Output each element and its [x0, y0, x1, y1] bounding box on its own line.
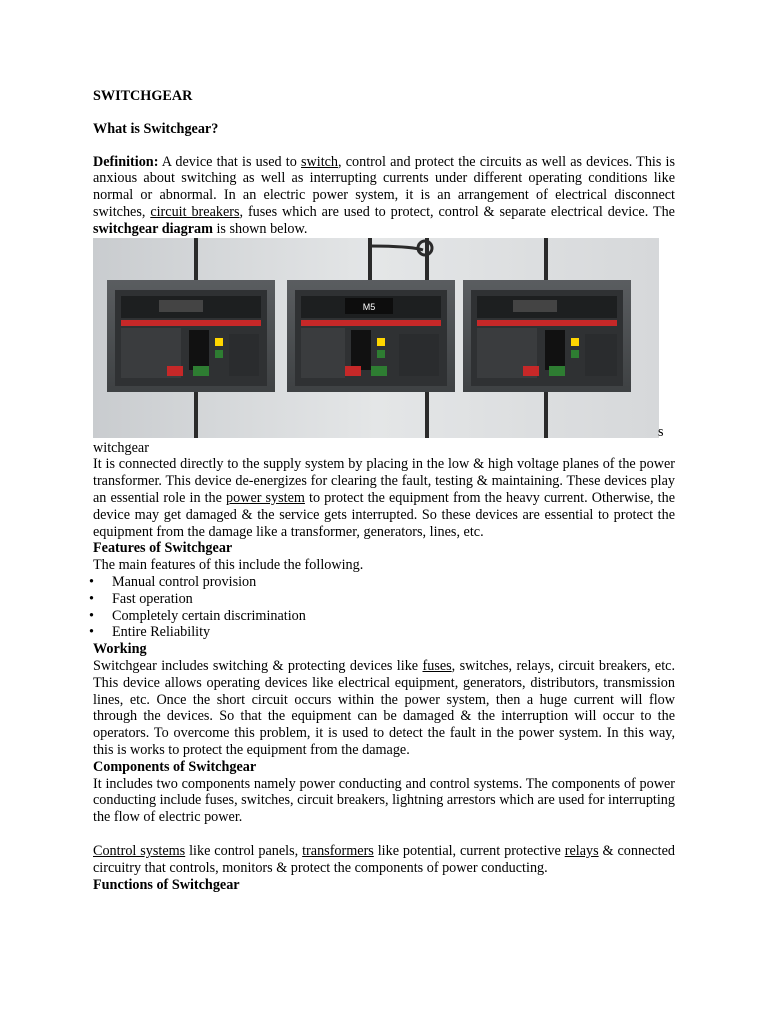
link-switch[interactable]: switch — [300, 153, 339, 170]
question-heading: What is Switchgear? — [93, 120, 219, 137]
components-paragraph: It includes two components namely power conducting and control systems. The components of power conducting include fuses, switches, circuit breakers, lightning arrestors which are used for interrupting the flow of electric power. — [93, 775, 675, 826]
features-heading: Features of Switchgear — [93, 540, 233, 557]
switchgear-photo — [93, 238, 659, 438]
list-item: • Entire Reliability — [93, 624, 675, 641]
link-fuses[interactable]: fuses — [422, 657, 452, 674]
list-item: • Manual control provision — [93, 574, 675, 591]
figure-caption: witchgear — [93, 439, 149, 456]
definition-paragraph — [93, 154, 675, 238]
components-heading: Components of Switchgear — [93, 758, 257, 775]
features-lead: The main features of this include the following. — [93, 557, 364, 574]
definition-text-1: A device that is used to — [158, 153, 301, 170]
document-title: SWITCHGEAR — [93, 88, 193, 104]
control-systems-paragraph — [93, 843, 675, 877]
link-control-systems[interactable]: Control systems — [93, 842, 186, 859]
working-text-2: , switches, relays, circuit breakers, etc. This device allows operating devices like electrical equipment, generators, distributors, transmission lines, etc. Once the short circuit occurs within the power system, then a huge current will flow through the devices. So that the equipment can be damaged & the interruption will occur to the operators. To overcome this problem, it is used to detect the fault in the power system. In this way, this is works to protect the equipment from the damage. — [93, 657, 675, 758]
definition-text-2: , control and protect the circuits as well as devices. This is anxious about switching as well as interrupting currents under different operating conditions like normal or abnormal. In an electric power system, it is an arrangement of electrical disconnect switches, — [93, 153, 676, 220]
intro-paragraph — [93, 456, 675, 540]
functions-heading: Functions of Switchgear — [93, 876, 240, 893]
breaker-panel-center — [287, 280, 455, 392]
definition-text-3: , fuses which are used to protect, control & separate electrical device. The — [239, 203, 675, 220]
features-list — [93, 574, 675, 641]
link-circuit-breakers[interactable]: circuit breakers — [150, 203, 240, 220]
link-relays[interactable]: relays — [564, 842, 599, 859]
intro-text-1: It is connected directly to the supply system by placing in the low & high voltage planes of the power transformer. This device de-energizes for clearing the fault, testing & maintaining. These devices play an essential role in the — [93, 456, 675, 506]
list-item: • Fast operation — [93, 591, 675, 608]
control-text-3: & connected circuitry that controls, monitors & protect the components of power conducting. — [93, 842, 675, 876]
breaker-panel-right — [463, 280, 631, 392]
intro-text-2: to protect the equipment from the heavy current. Otherwise, the device may get damaged & the service gets interrupted. So these devices are essential to protect the equipment from the damage like a transformer, generators, lines, etc. — [93, 489, 675, 540]
control-text-1: like control panels, — [185, 842, 303, 859]
panel-label-m5: M5 — [362, 301, 376, 312]
working-text-1: Switchgear includes switching & protecting devices like — [93, 657, 423, 674]
link-power-system[interactable]: power system — [226, 489, 305, 506]
control-text-2: like potential, current protective — [373, 842, 565, 859]
switchgear-figure — [93, 238, 675, 440]
document-body — [93, 88, 675, 893]
working-heading: Working — [93, 641, 147, 658]
definition-text-4: is shown below. — [212, 220, 308, 237]
working-paragraph — [93, 658, 675, 759]
link-transformers[interactable]: transformers — [302, 842, 374, 859]
list-item: • Completely certain discrimination — [93, 608, 675, 625]
switchgear-diagram-bold: switchgear diagram — [93, 220, 213, 237]
figure-caption-tail: s — [658, 423, 664, 440]
breaker-panel-left — [107, 280, 275, 392]
definition-label: Definition: — [93, 153, 159, 170]
